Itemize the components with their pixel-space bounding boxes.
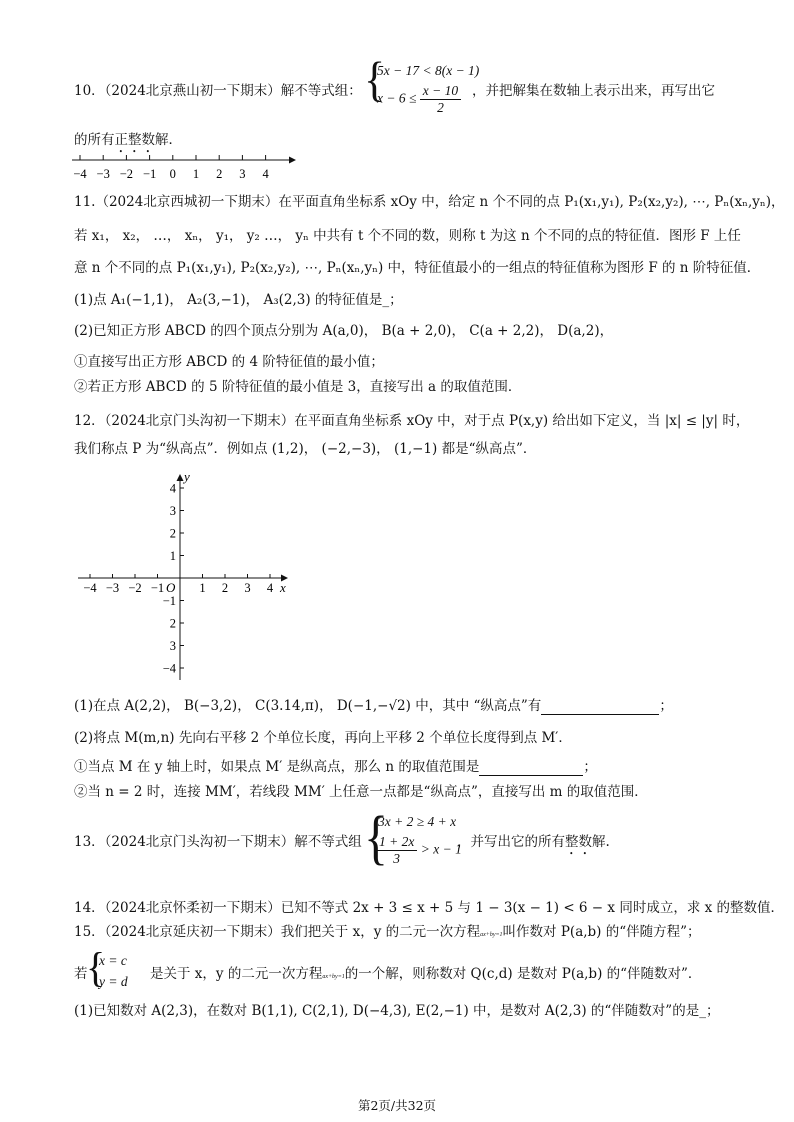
q15-part1: (1)已知数对 A(2,3)，在数对 B(1,1), C(2,1), D(−4,3), E(2,−1) 中，是数对 A(2,3) 的“伴随数对”的是_； <box>74 1003 720 1019</box>
q10-number-line-label: −4 <box>73 167 87 181</box>
q13-fraction <box>376 834 417 867</box>
q15-line1-b: 叫作数对 P(a,b) 的“伴随方程”； <box>502 924 701 940</box>
q10-number-line-label: 2 <box>216 167 223 181</box>
q12-x-tick-label: −1 <box>150 581 165 595</box>
q11-part2: (2)已知正方形 ABCD 的四个顶点分别为 A(a,0)， B(a + 2,0)， C(a + 2,2)， D(a,2)， <box>74 323 614 339</box>
q12-y-tick-label: 3 <box>169 504 176 518</box>
q12-y-tick-label: 3 <box>169 639 176 653</box>
q10-ineq2 <box>377 83 461 116</box>
q12-part2: (2)将点 M(m,n) 先向右平移 2 个单位长度，再向上平移 2 个单位长度得到点 M′． <box>74 730 572 746</box>
q12-coordinate-grid <box>74 470 299 685</box>
q12-line2: 我们称点 P 为“纵高点”．例如点 (1,2)， (−2,−3)， (1,−1) 都是“纵高点”． <box>74 441 537 457</box>
q10-frac-num: x − 10 <box>420 83 461 100</box>
q12-part1-end: ； <box>659 698 673 714</box>
q11-part2b: ②若正方形 ABCD 的 5 阶特征值的最小值是 3，直接写出 a 的取值范围． <box>74 379 522 395</box>
q12-y-axis-name: y <box>184 470 190 484</box>
q12-origin-label: O <box>166 580 176 595</box>
q10-ineq2-left: x − 6 ≤ <box>377 90 417 106</box>
q10-line2-b: 解． <box>155 132 182 148</box>
q11-part2a: ①直接写出正方形 ABCD 的 4 阶特征值的最小值； <box>74 354 384 370</box>
q10-line2-dot: 正整数 <box>114 132 155 148</box>
q12-part2a <box>74 757 597 776</box>
page-footer: 第2页/共32页 <box>357 1098 437 1113</box>
q13-frac-num: 1 + 2x <box>376 834 417 851</box>
q10-number-line-label: 1 <box>192 167 200 181</box>
q11-line2: 若 x₁， x₂， …， xₙ， y₁， y₂ …， yₙ 中共有 t 个不同的数，则称 t 为这 n 个不同的点的特征值．图形 F 上任 <box>74 228 741 244</box>
q13-frac-den: 3 <box>393 851 401 866</box>
q13-tail-a: ，并写出它的所有 <box>457 834 565 850</box>
q10-number-line-label: −2 <box>119 167 134 181</box>
q12-y-tick-label: 1 <box>169 549 176 563</box>
q12-part2b: ②当 n = 2 时，连接 MM′，若线段 MM′ 上任意一点都是“纵高点”，直接写出 m 的取值范围． <box>74 784 648 800</box>
q10-tail: ，并把解集在数轴上表示出来，再写出它 <box>472 83 715 99</box>
q11-part1: (1)点 A₁(−1,1)， A₂(3,−1)， A₃(2,3) 的特征值是_； <box>74 292 403 308</box>
q15-sys2: y = d <box>99 974 128 989</box>
q13-ineq1: 3x + 2 ≥ 4 + x <box>378 814 457 829</box>
q11-line3: 意 n 个不同的点 P₁(x₁,y₁), P₂(x₂,y₂), ⋯, Pₙ(xₙ,yₙ) 中，特征值最小的一组点的特征值称为图形 F 的 n 阶特征值． <box>74 260 761 276</box>
q10-number-line-label: 0 <box>169 167 176 181</box>
q13-ineq2-right: > x − 1 <box>420 841 462 857</box>
q10-line2-a: 的所有 <box>74 132 115 148</box>
q12-x-tick-label: −2 <box>128 581 142 595</box>
q15-sys1: x = c <box>99 953 127 968</box>
q12-y-tick-label: −4 <box>162 661 176 676</box>
q12-part1-text: (1)在点 A(2,2)， B(−3,2)， C(3.14,π)， D(−1,−√2) 中，其中 “纵高点”有 <box>74 698 542 714</box>
q10-fraction <box>420 83 461 116</box>
q12-x-tick-label: −3 <box>105 581 120 595</box>
q15-eq-small-2: ax+by=1 <box>322 974 345 980</box>
q14-line: 14．（2024北京怀柔初一下期末）已知不等式 2x + 3 ≤ x + 5 与 1 − 3(x − 1) < 6 − x 同时成立，求 x 的整数值． <box>74 900 785 916</box>
q10-number-line-label: −1 <box>142 167 157 181</box>
q12-x-tick-label: 3 <box>244 581 251 595</box>
q12-x-tick-label: 2 <box>221 581 229 595</box>
q15-brace: { <box>86 943 106 992</box>
q12-part1 <box>74 696 673 715</box>
q15-line1 <box>74 923 701 944</box>
q12-x-tick-label: −4 <box>83 581 97 595</box>
q13-brace: { <box>364 803 388 871</box>
q10-frac-den: 2 <box>437 100 444 115</box>
q10-number-line-label: 3 <box>239 167 246 181</box>
q12-y-tick-label: 4 <box>169 481 176 496</box>
q15-line2 <box>150 965 701 986</box>
q12-part2a-text: ①当点 M 在 y 轴上时，如果点 M′ 是纵高点，那么 n 的取值范围是 <box>74 759 480 775</box>
q12-part2a-blank[interactable] <box>479 757 583 776</box>
q15-line2-lead: 若 <box>74 966 88 982</box>
q12-x-tick-label: 4 <box>266 581 274 595</box>
q12-x-tick-label: 1 <box>199 581 206 595</box>
q10-number-line-label: 4 <box>262 167 269 181</box>
q13-tail <box>457 833 610 858</box>
q13-tail-dot: 整数 <box>565 834 592 850</box>
q12-y-tick-label: 2 <box>169 526 176 541</box>
q15-eq-small-1: ax+by=1 <box>480 932 503 938</box>
q12-part1-blank[interactable] <box>541 696 659 715</box>
q10-number-line-label: −3 <box>96 167 110 181</box>
q13-ineq2 <box>376 834 462 867</box>
q10-brace: { <box>364 52 386 107</box>
q12-y-tick-label: 2 <box>169 616 176 631</box>
q12-part2a-end: ； <box>583 759 597 775</box>
q10-number-line <box>70 150 305 182</box>
q11-line1: 11.（2024北京西城初一下期末）在平面直角坐标系 xOy 中，给定 n 个不同的点 P₁(x₁,y₁), P₂(x₂,y₂), ⋯, Pₙ(xₙ,yₙ)， <box>74 194 785 210</box>
q15-line1-a: 15．（2024北京延庆初一下期末）我们把关于 x，y 的二元一次方程 <box>74 924 481 940</box>
q10-lead: 10．（2024北京燕山初一下期末）解不等式组： <box>74 83 362 99</box>
q10-ineq1: 5x − 17 < 8(x − 1) <box>377 63 480 78</box>
q12-y-tick-label: −1 <box>162 594 176 608</box>
q15-line2-b: 是关于 x，y 的二元一次方程 <box>150 966 323 982</box>
q13-tail-b: 解. <box>592 834 610 850</box>
q13-lead: 13．（2024北京门头沟初一下期末）解不等式组 <box>74 834 362 850</box>
q15-line2-c: 的一个解，则称数对 Q(c,d) 是数对 P(a,b) 的“伴随数对”． <box>344 966 702 982</box>
q12-x-axis-name: x <box>280 580 286 595</box>
q12-line1: 12．（2024北京门头沟初一下期末）在平面直角坐标系 xOy 中，对于点 P(x,y) 给出如下定义，当 |x| ≤ |y| 时， <box>74 413 750 429</box>
